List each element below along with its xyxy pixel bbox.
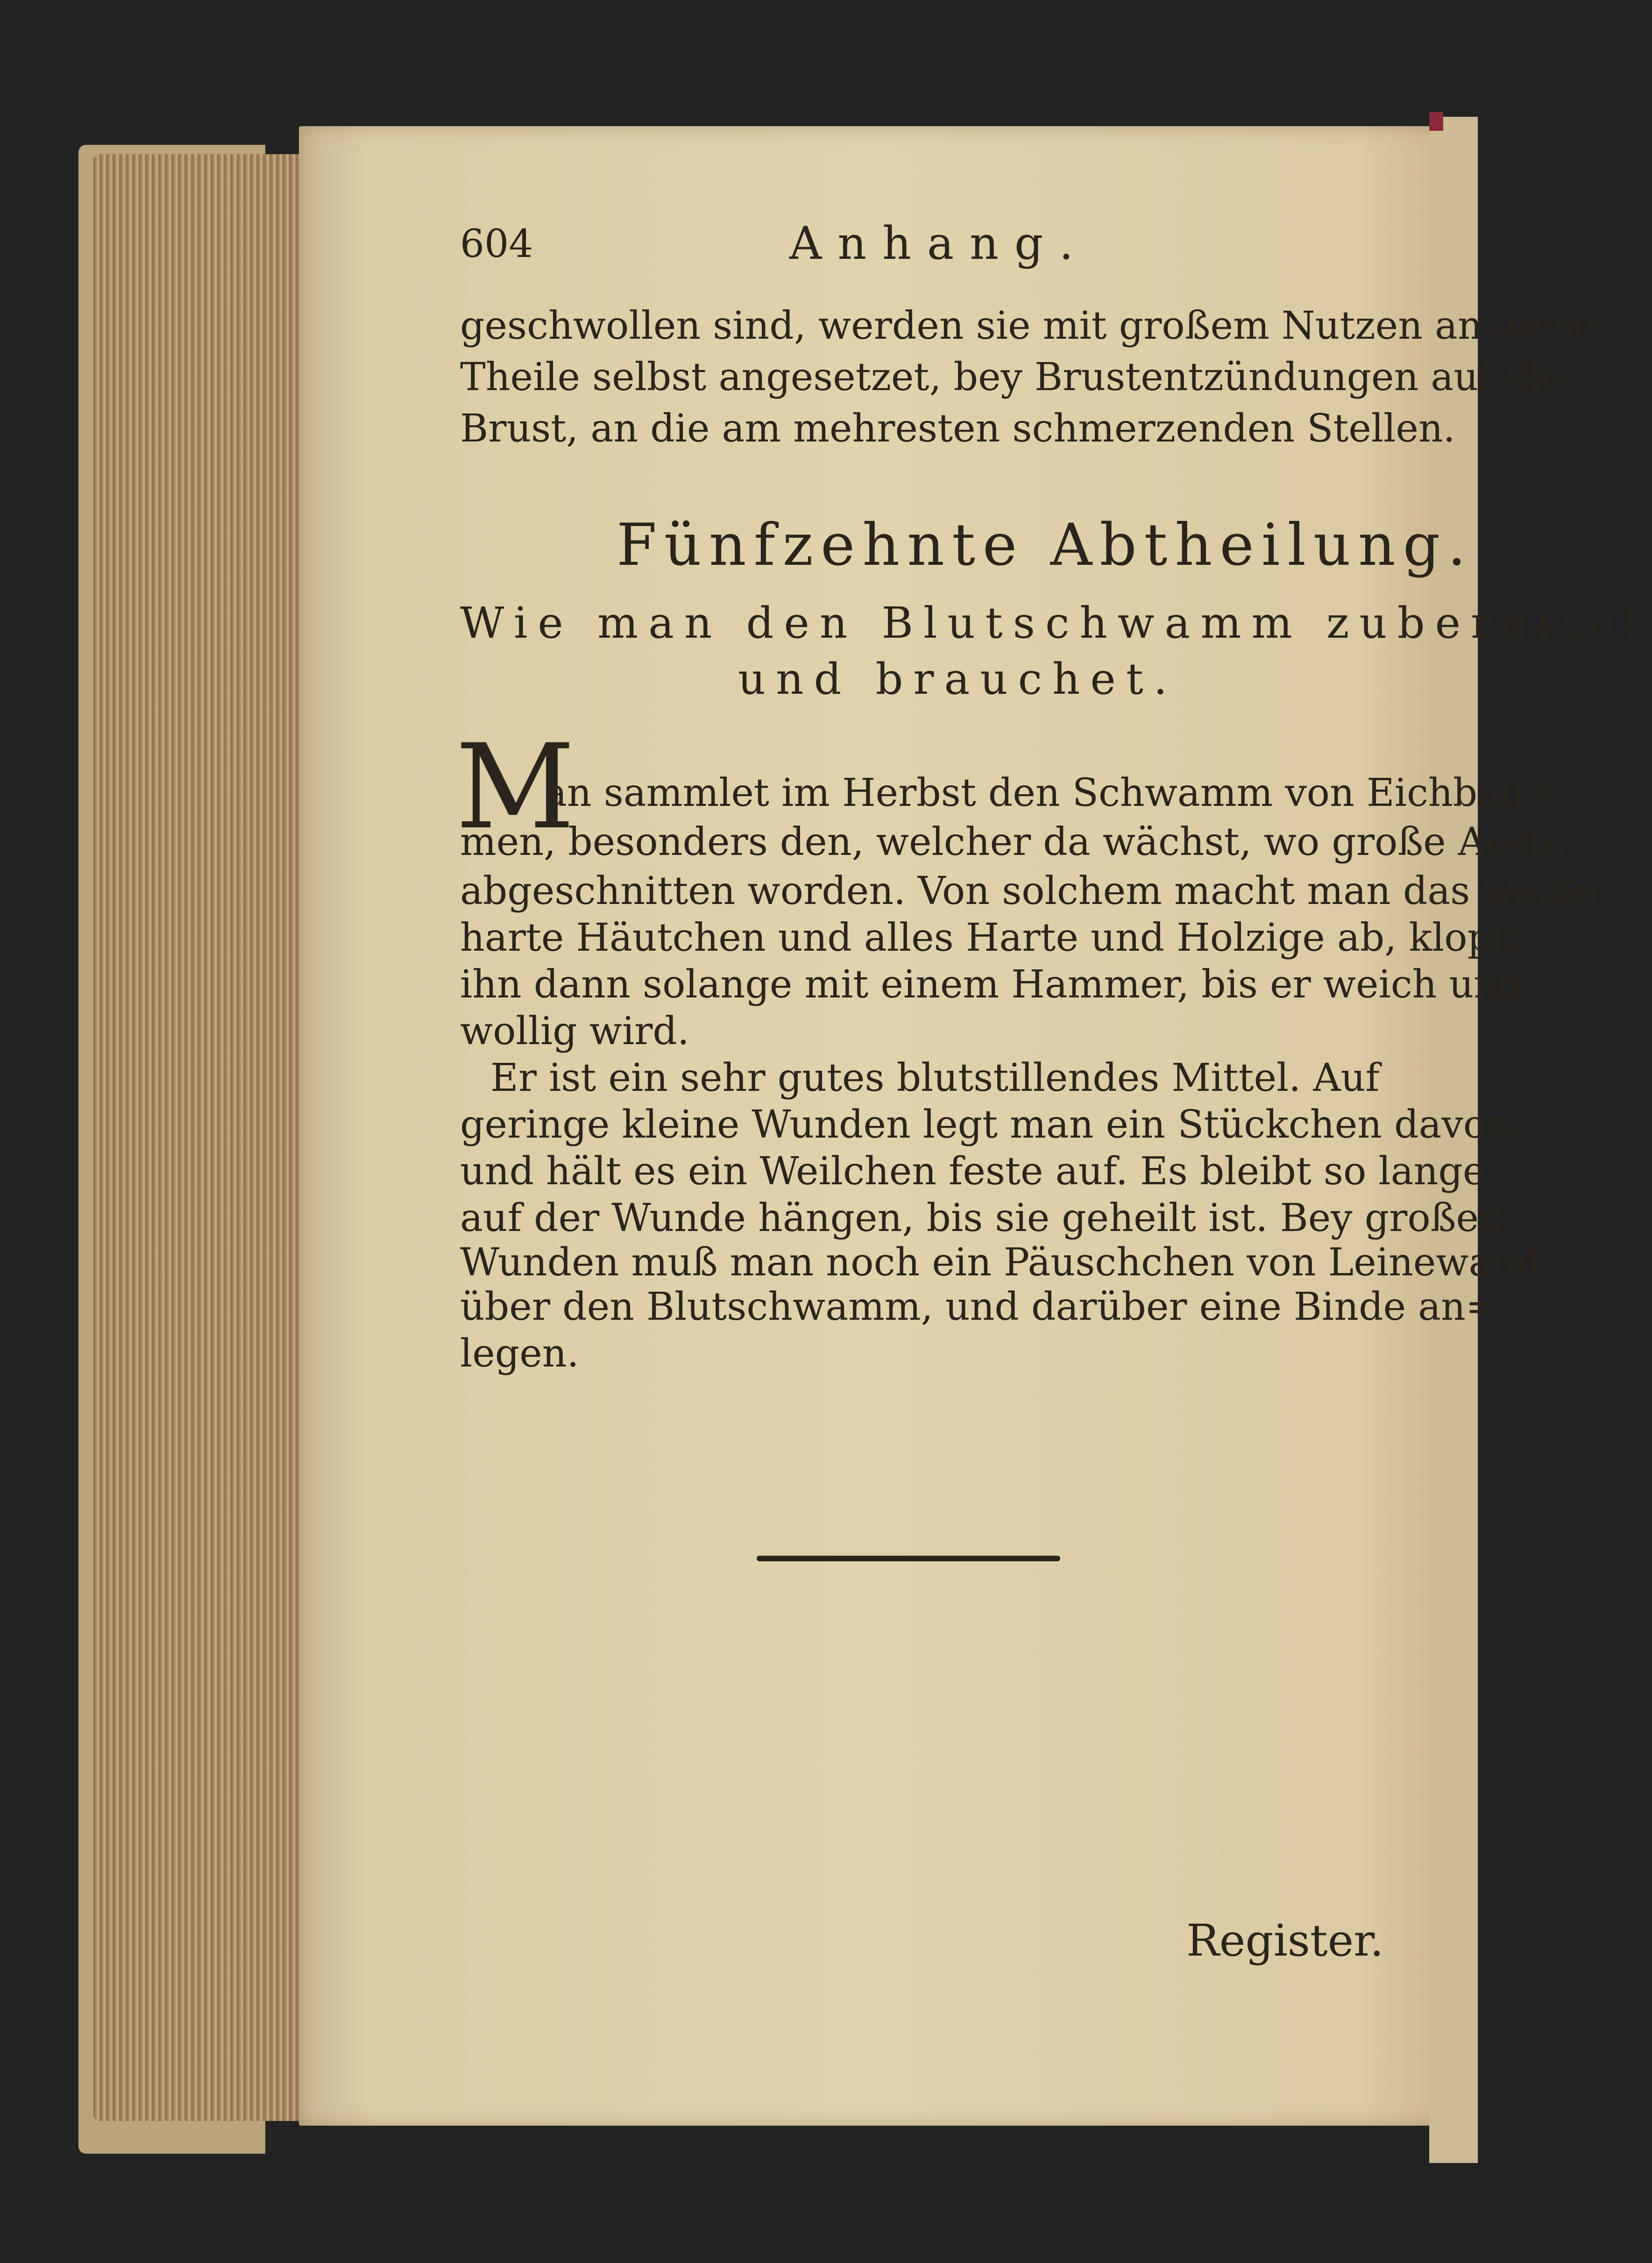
text-line: ihn dann solange mit einem Hammer, bis er weich und — [460, 962, 1523, 1007]
section-subtitle-line1: Wie man den Blutschwamm zubereitet — [460, 598, 1652, 648]
section-divider-rule — [757, 1556, 1060, 1561]
catchword: Register. — [1186, 1915, 1384, 1966]
bookmark-ribbon — [1429, 112, 1443, 131]
running-title: Anhang. — [789, 217, 1090, 270]
drop-cap: M — [455, 719, 575, 855]
text-line: über den Blutschwamm, und darüber eine Binde an= — [460, 1285, 1498, 1329]
text-line: Brust, an die am mehresten schmerzenden Stellen. — [460, 406, 1455, 451]
text-line: Theile selbst angesetzet, bey Brustentzündungen auf die — [460, 355, 1564, 399]
text-line: geringe kleine Wunden legt man ein Stückchen davon, — [460, 1103, 1523, 1147]
text-line: und hält es ein Weilchen feste auf. Es bleibt so lange — [460, 1149, 1486, 1194]
text-line: auf der Wunde hängen, bis sie geheilt ist. Bey großen — [460, 1196, 1503, 1240]
text-line: men, besonders den, welcher da wächst, wo große Aeste — [460, 820, 1567, 864]
page-edges — [93, 154, 318, 2121]
text-line: an sammlet im Herbst den Schwamm von Eichbäu= — [544, 771, 1557, 815]
section-title: Fünfzehnte Abtheilung. — [617, 512, 1474, 579]
text-line: legen. — [460, 1331, 579, 1376]
text-line: Wunden muß man noch ein Päuschchen von Leinewand — [460, 1240, 1541, 1285]
page-number: 604 — [460, 222, 533, 266]
text-line: wollig wird. — [460, 1009, 689, 1053]
text-line: Er ist ein sehr gutes blutstillendes Mittel. Auf — [490, 1056, 1380, 1100]
text-line: geschwollen sind, werden sie mit großem Nutzen an diese — [460, 304, 1596, 348]
text-line: abgeschnitten worden. Von solchem macht man das weiße — [460, 869, 1598, 913]
text-line: harte Häutchen und alles Harte und Holzige ab, klopft — [460, 916, 1522, 960]
section-subtitle-line2: und brauchet. — [738, 654, 1178, 704]
